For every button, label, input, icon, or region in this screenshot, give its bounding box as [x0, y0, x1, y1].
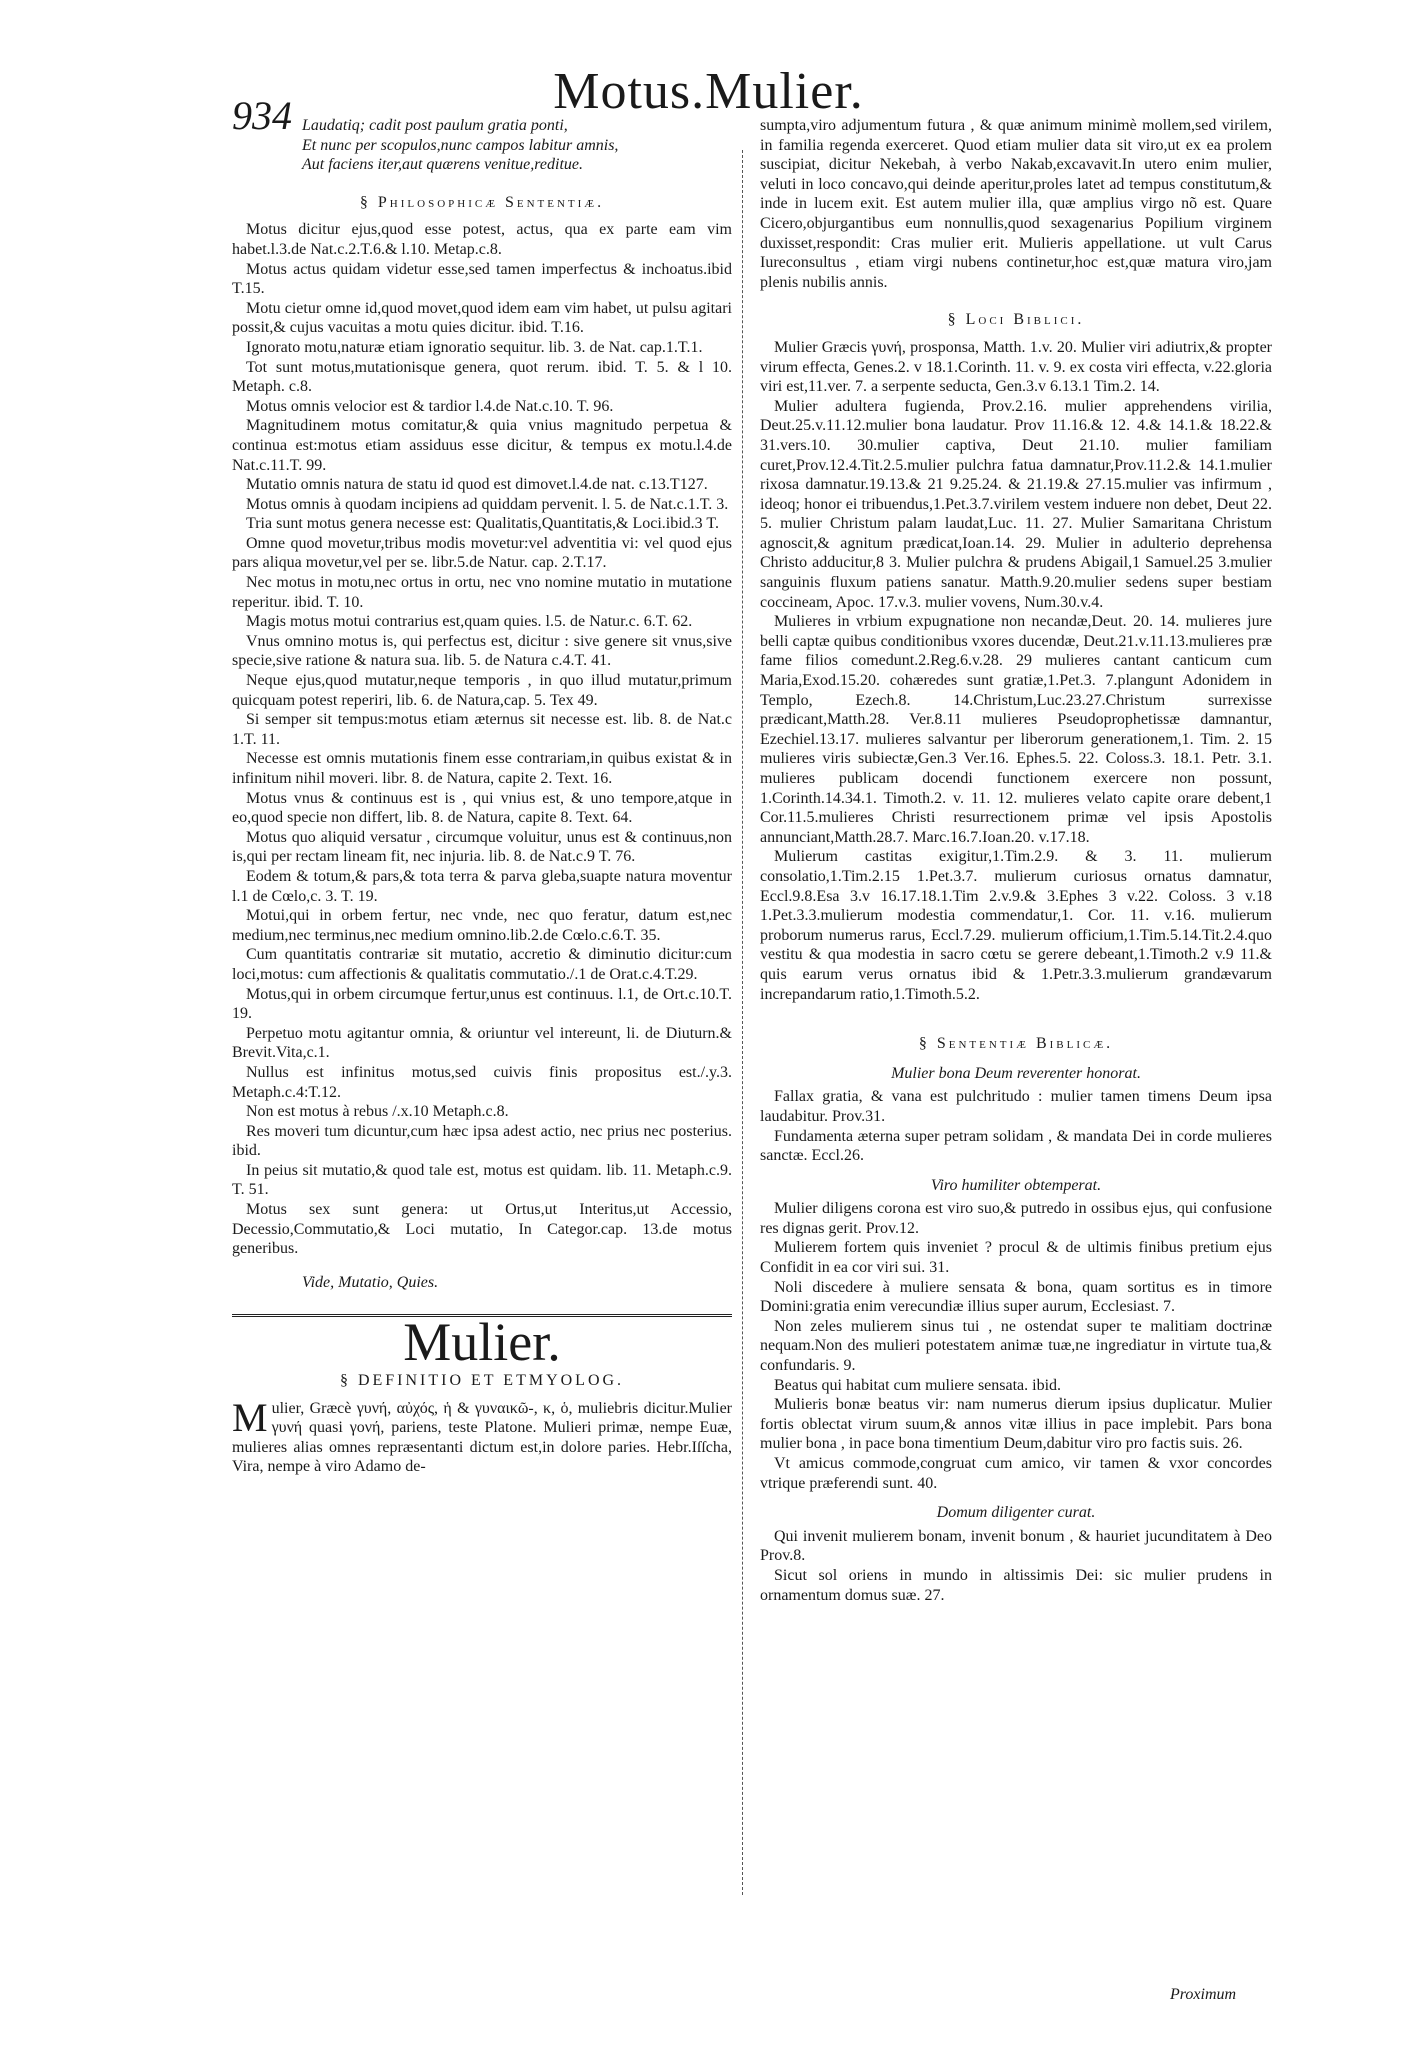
- paragraph: Necesse est omnis mutationis finem esse contrariam,in quibus existat & in infinitum nihil moveri. libr. 8. de Natura, capite 2. Text. 16.: [232, 750, 732, 787]
- drop-cap: M: [232, 1394, 268, 1440]
- paragraph: Motus vnus & continuus est is , qui vnius est, & uno tempore,atque in eo,quod specie non differt, lib. 8. de Natura, capite 8. Text. 64.: [232, 789, 732, 827]
- verse-line: Aut faciens iter,aut quærens venitue,reditue.: [302, 156, 583, 174]
- left-column: [232, 116, 732, 1477]
- catchword: Proximum: [1170, 1986, 1237, 2003]
- paragraph: Qui invenit mulierem bonam, invenit bonum , & hauriet jucunditatem à Deo Prov.8.: [760, 1527, 1272, 1565]
- paragraph: Noli discedere à muliere sensata & bona, quam sortitus es in timore Domini:gratia enim verecundiæ illius super aurum, Ecclesiast. 7.: [760, 1278, 1272, 1316]
- section-heading-loci-biblici: § Loci Biblici.: [947, 311, 1085, 329]
- paragraph: Motus dicitur ejus,quod esse potest, actus, qua ex parte eam vim habet.l.3.de Nat.c.2.T.6.& l.10. Metap.c.8.: [232, 221, 732, 258]
- paragraph: Mulier diligens corona est viro suo,& putredo in ossibus ejus, qui confusione res dignas gerit. Prov.12.: [760, 1200, 1272, 1237]
- paragraph: Motus omnis velocior est & tardior l.4.de Nat.c.10. T. 96.: [246, 397, 614, 415]
- paragraph: Motus omnis à quodam incipiens ad quiddam pervenit. l. 5. de Nat.c.1.T. 3.: [246, 495, 729, 513]
- paragraph: Tria sunt motus genera necesse est: Qualitatis,Quantitatis,& Loci.ibid.3 T.: [246, 515, 719, 533]
- paragraph: Res moveri tum dicuntur,cum hæc ipsa adest actio, nec prius nec posterius. ibid.: [232, 1122, 732, 1160]
- right-column: [760, 116, 1272, 1605]
- paragraph: Mutatio omnis natura de statu id quod est dimovet.l.4.de nat. c.13.T127.: [246, 476, 708, 494]
- paragraph: Motus sex sunt genera: ut Ortus,ut Interitus,ut Accessio, Decessio,Commutatio,& Loci mutatio, In Categor.cap. 13.de motus generibus.: [232, 1201, 732, 1258]
- paragraph: Fallax gratia, & vana est pulchritudo : mulier tamen timens Deum ipsa laudabitur. Prov.31.: [760, 1088, 1272, 1125]
- section-heading-philosophicae: § Philosophicæ Sententiæ.: [359, 193, 605, 211]
- section-title: DEFINITIO ET ETMYOLOG.: [357, 1372, 625, 1390]
- paragraph: Sicut sol oriens in mundo in altissimis Dei: sic mulier prudens in ornamentum domus suæ. 27.: [760, 1566, 1272, 1604]
- subheading: Domum diligenter curat.: [936, 1504, 1096, 1522]
- verse-line: Et nunc per scopulos,nunc campos labitur amnis,: [302, 136, 619, 154]
- paragraph: Eodem & totum,& pars,& tota terra & parva gleba,suapte natura moventur l.1 de Cœlo,c. 3. T. 19.: [232, 867, 732, 905]
- paragraph: Si semper sit tempus:motus etiam æternus sit necesse est. lib. 8. de Nat.c 1.T. 11.: [232, 711, 732, 748]
- paragraph: Motu cietur omne id,quod movet,quod idem eam vim habet, ut pulsu agitari possit,& cujus vacuitas a motu quies dicitur. ibid. T.16.: [232, 299, 732, 337]
- section-heading-definitio: § DEFINITIO ET ETMYOLOG.: [339, 1372, 625, 1390]
- paragraph: In peius sit mutatio,& quod tale est, motus est quidam. lib. 11. Metaph.c.9. T. 51.: [232, 1161, 732, 1199]
- sentence-group: [760, 1199, 1272, 1493]
- paragraph: Motus quo aliquid versatur , circumque voluitur, unus est & continuus,non is,qui per rectam lineam fit, nec injuria. lib. 8. de Nat.c.9 T. 76.: [232, 828, 732, 866]
- section-title: Sententiæ Biblicæ.: [936, 1035, 1114, 1053]
- paragraph: Non est motus à rebus /.x.10 Metaph.c.8.: [246, 1103, 509, 1121]
- paragraph: Perpetuo motu agitantur omnia, & oriuntur vel intereunt, li. de Diuturn.& Brevit.Vita,c.1.: [232, 1024, 732, 1062]
- section-title: Loci Biblici.: [965, 311, 1085, 329]
- paragraph: Mulierum castitas exigitur,1.Tim.2.9. & 3. 11. mulierum consolatio,1.Tim.2.15 1.Pet.3.7. mulierum curiosus ornatus damnatur, Eccl.9.8.Esa 3.v 16.17.18.1.Tim 2.v.9.& 3.Ephes 3 v.22. Coloss. 3 v.18 1.Pet.3.3.mulierum modestia commendatur,1. Cor. 11. v.16. mulierum proborum numerus rarus, Eccl.7.29. mulierum officium,1.Tim.5.14.Tit.2.4.quo vestitu & qua modestia in sacro cœtu se gerere debeant,1.Timoth.2 v.9 11.& quis earum verus ornatus ibid & 1.Petr.3.3.mulierum grandævarum increpandarum ratio,1.Timoth.5.2.: [760, 848, 1272, 1003]
- section-heading-sententiae-biblicae: § Sententiæ Biblicæ.: [918, 1035, 1114, 1053]
- paragraph: Motui,qui in orbem fertur, nec vnde, nec quo feratur, datum est,nec medium,nec terminus,nec medium omnino.lib.2.de Cœlo.c.6.T. 35.: [232, 907, 732, 944]
- paragraph: Beatus qui habitat cum muliere sensata. ibid.: [774, 1376, 1062, 1394]
- paragraph: Magis motus motui contrarius est,quam quies. l.5. de Natur.c. 6.T. 62.: [246, 613, 693, 631]
- entry-title-mulier: Mulier.: [403, 1312, 561, 1373]
- paragraph: Mulieres in vrbium expugnatione non necandæ,Deut. 20. 14. mulieres jure belli captæ quibus conditionibus vxores ducendæ, Deut.21.v.11.13.mulieres præ fame filios comedunt.2.Reg.6.v.28. 29 mulieres cantant canticum cum Maria,Exod.15.20. cohæredes sunt gratiæ,1.Pet.3. 7.plangunt Adonidem in Templo, Ezech.8. 14.Christum,Luc.23.27.Christum surrexisse prædicant,Matth.28. Ver.8.11 mulieres Pseudoprophetissæ damnantur, Ezechiel.13.17. mulieres salvantur per liberorum generationem,1. Tim. 2. 15 mulieres viris subiectæ,Gen.3 Ver.16. Ephes.5. 22. Coloss.3. 18.1. Petr. 3.1. mulieres publicam docendi functionem exercere non possunt, 1.Corinth.14.34.1. Timoth.2. v. 11. 12. mulieres velato capite orare debent,1 Cor.11.5.mulieres Christi resurrectionem primæ vel ipsis Apostolis annunciant,Matth.28.7. Marc.16.7.Ioan.20. v.17.18.: [760, 613, 1272, 846]
- paragraph: Ignorato motu,naturæ etiam ignoratio sequitur. lib. 3. de Nat. cap.1.T.1.: [246, 338, 703, 356]
- paragraph: Mulier adultera fugienda, Prov.2.16. mulier apprehendens virilia, Deut.25.v.11.12.mulier bona laudatur. Prov 11.16.& 12. 4.& 14.1.& 18.22.& 31.vers.10. 30.mulier captiva, Deut 21.10. mulier familiam curet,Prov.12.4.Tit.2.5.mulier pulchra fatua damnatur,Prov.11.2.& 14.1.mulier rixosa damnatur.19.13.& 21 9.25.24. & 21.19.& 27.15.mulier vas infirmum , ideoq; honor ei tribuendus,1.Pet.3.7.virilem vestem induere non debet, Deut 22. 5. mulier Christum palam laudat,Luc. 11. 27. Mulier Samaritana Christum agnoscit,& agnitum prædicat,Ioan.14. 29. Mulier in adulterio deprehensa Christo adducitur,8 3. Mulier pulchra & prudens Abigail,1 Samuel.25 3.mulier sanguinis fluxum patiens sanatur. Matth.9.20.mulier sedens super bestiam coccineam, Apoc. 17.v.3. mulier vovens, Num.30.v.4.: [760, 397, 1272, 611]
- paragraph: Cum quantitatis contrariæ sit mutatio, accretio & diminutio dicitur:cum loci,motus: cum affectionis & qualitatis commutatio./.1 de Orat.c.4.T.29.: [232, 946, 732, 983]
- paragraph: Vt amicus commode,congruat cum amico, vir tamen & vxor concordes vtrique præferendi sunt. 40.: [760, 1455, 1272, 1492]
- paragraph: Mulierem fortem quis inveniet ? procul & de ultimis finibus pretium ejus Confidit in ea cor viri sui. 31.: [760, 1239, 1272, 1277]
- paragraph: Motus,qui in orbem circumque fertur,unus est continuus. l.1, de Ort.c.10.T. 19.: [232, 985, 732, 1023]
- paragraph: Nullus est infinitus motus,sed cuivis finis propositus est./.y.3. Metaph.c.4:T.12.: [232, 1063, 732, 1101]
- sentence-group: [760, 1527, 1272, 1605]
- paragraph: Mulier Græcis γυνή, prosponsa, Matth. 1.v. 20. Mulier viri adiutrix,& propter virum effecta, Genes.2. v 18.1.Corinth. 11. v. 9. ex costa viri effecta, v.22.gloria viri est,11.ver. 7. a serpente seducta, Gen.3.v 6.13.1 Tim.2. 14.: [760, 338, 1272, 396]
- column-divider: [742, 150, 743, 1895]
- subheading: Viro humiliter obtemperat.: [930, 1176, 1102, 1194]
- paragraph: Vnus omnino motus is, qui perfectus est, dicitur : sive genere sit vnus,sive specie,sive ratione & natura sua. lib. 5. de Natura c.4.T. 41.: [232, 632, 732, 670]
- paragraph: Magnitudinem motus comitatur,& quia vnius magnitudo perpetua & continua est:motus etiam assiduus esse dicitur, & tempus ex motu.l.4.de Nat.c.11.T. 99.: [232, 417, 732, 474]
- see-also: Vide, Mutatio, Quies.: [302, 1273, 439, 1291]
- paragraph: Tot sunt motus,mutationisque genera, quot rerum. ibid. T. 5. & l 10. Metaph. c.8.: [232, 358, 732, 396]
- sentence-group: [760, 1087, 1272, 1165]
- subheading: Mulier bona Deum reverenter honorat.: [891, 1064, 1141, 1082]
- running-title: Motus.Mulier.: [553, 63, 864, 120]
- definition-paragraph: [232, 1394, 732, 1477]
- paragraph: Fundamenta æterna super petram solidam , & mandata Dei in corde mulieres sanctæ. Eccl.26.: [760, 1127, 1272, 1165]
- definition-text: ulier, Græcè γυνή, αὐχός, ἡ & γυναικῶ-, κ, ὁ, muliebris dicitur.Mulier γυνή quasi γονή, pariens, teste Platone. Mulieri primæ, nempe Euæ, mulieres alias omnes repræsentanti dictum est,in dolore paries. Hebr.Iſſcha, Vira, nempe à viro Adamo de-: [232, 1399, 732, 1476]
- paragraph: Neque ejus,quod mutatur,neque temporis , in quo illud mutatur,primum quicquam potest reperiri, lib. 6. de Natura,cap. 5. Tex 49.: [232, 672, 732, 709]
- paragraph: Omne quod movetur,tribus modis movetur:vel adventitia vi: vel quod ejus pars aliqua movetur,vel per se. libr.5.de Natur. cap. 2.T.17.: [232, 534, 732, 572]
- loci-list: [760, 338, 1272, 1004]
- paragraph: Mulieris bonæ beatus vir: nam numerus dierum ipsius duplicatur. Mulier fortis oblectat virum suum,& annos vitæ illius in pace implebit. Pars bona mulier bona , in pace bona timentium Deum,dabitur viro pro factis suis. 26.: [760, 1396, 1272, 1453]
- sententiae-list: [232, 220, 732, 1258]
- verse-line: Laudatiq; cadit post paulum gratia ponti,: [302, 117, 568, 134]
- paragraph: Motus actus quidam videtur esse,sed tamen imperfectus & inchoatus.ibid T.15.: [232, 260, 732, 298]
- definition-continuation: sumpta,viro adjumentum futura , & quæ animum minimè mollem,sed virilem, in familia regenda exerceret. Quod etiam mulier data sit viro,ut ex ea prolem suscipiat, dicitur Nekebah, à verbo Nakab,excavavit.In utero enim mulier, veluti in loco concavo,qui deinde aperitur,proles latet ad tempus constitutum,& inde in lucem exit. Est autem mulier illa, quæ amplius virgo nõ est. Quare Cicero,objurgantibus eum nonnullis,quod sexagenarius Popilium virginem duxisset,respondit: Cras mulier erit. Mulieris appellatione. ut vult Carus Iureconsultus , etiam virgi nubens continetur,hoc est,quæ matura viro,jam plenis nubilis annis.: [760, 117, 1272, 291]
- section-title: Philosophicæ Sententiæ.: [377, 193, 605, 211]
- paragraph: Non zeles mulierem sinus tui , ne ostendat super te malitiam doctrinæ nequam.Non des mulieri potestatem animæ tuæ,ne ingrediatur in virtute tua,& confundaris. 9.: [760, 1317, 1272, 1375]
- paragraph: Nec motus in motu,nec ortus in ortu, nec vno nomine mutatio in mutatione reperitur. ibid. T. 10.: [232, 574, 732, 611]
- page-number: 934: [232, 93, 292, 138]
